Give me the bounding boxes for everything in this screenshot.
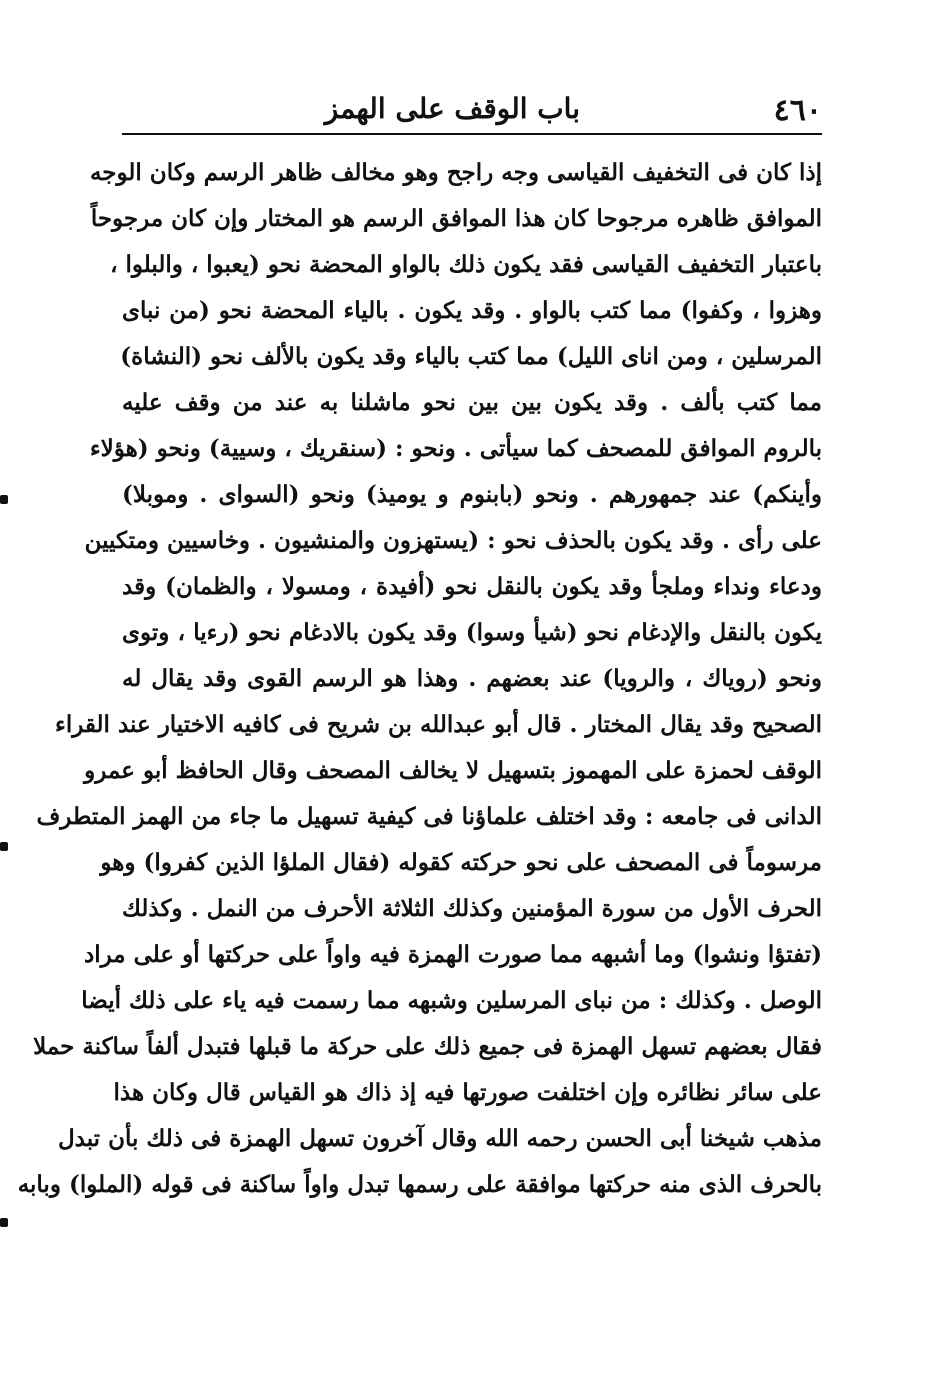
text-line: فقال بعضهم تسهل الهمزة فى جميع ذلك على حركة ما قبلها فتبدل ألفاً ساكنة حملا [33,1033,822,1060]
text-line: الوصل . وكذلك : من نباى المرسلين وشبهه مما رسمت فيه ياء على ذلك أيضا [81,987,822,1014]
text-line: يكون بالنقل والإدغام نحو (شيأ وسوا) وقد يكون بالادغام نحو (رءيا ، وتوى [122,619,822,646]
text-line: الوقف لحمزة على المهموز بتسهيل لا يخالف المصحف وقال الحافظ أبو عمرو [84,757,822,784]
text-line: (تفتؤا ونشوا) وما أشبهه مما صورت الهمزة فيه واواً على حركتها أو على مراد [83,941,822,968]
text-line: وهزوا ، وكفوا) مما كتب بالواو . وقد يكون . بالياء المحضة نحو (من نباى [122,297,822,324]
text-line: مما كتب بألف . وقد يكون بين بين نحو ماشلنا به عند من وقف عليه [122,389,822,416]
text-line: بالروم الموافق للمصحف كما سيأتى . ونحو : (سنقريك ، وسيية) ونحو (هؤلاء [89,435,822,462]
text-line: إذا كان فى التخفيف القياسى وجه راجح وهو مخالف ظاهر الرسم وكان الوجه [89,159,822,186]
page-header [122,84,822,134]
header-rule [122,133,822,135]
text-line: الحرف الأول من سورة المؤمنين وكذلك الثلاثة الأحرف من النمل . وكذلك [122,895,822,922]
text-line: مرسوماً فى المصحف على نحو حركته كقوله (فقال الملؤا الذين كفروا) وهو [100,849,822,876]
text-line: ودعاء ونداء وملجأ وقد يكون بالنقل نحو (أفيدة ، ومسولا ، والظمان) وقد [122,573,822,600]
margin-mark [0,842,8,851]
text-line: مذهب شيخنا أبى الحسن رحمه الله وقال آخرون تسهل الهمزة فى ذلك بأن تبدل [57,1125,822,1152]
text-line: باعتبار التخفيف القياسى فقد يكون ذلك بالواو المحضة نحو (يعبوا ، والبلوا ، [110,251,822,278]
text-line: بالحرف الذى منه حركتها موافقة على رسمها تبدل واواً ساكنة فى قوله (الملوا) وبابه [17,1171,822,1198]
margin-mark [0,495,8,504]
body-text [17,150,822,1208]
page-number: ٤٦٠ [773,93,822,128]
running-title: باب الوقف على الهمز [324,92,580,125]
text-line: على سائر نظائره وإن اختلفت صورتها فيه إذ ذاك هو القياس قال وكان هذا [113,1079,822,1106]
text-line: على رأى . وقد يكون بالحذف نحو : (يستهزون والمنشيون . وخاسيين ومتكيين [84,527,822,554]
margin-mark [0,1218,8,1227]
text-line: المرسلين ، ومن اناى الليل) مما كتب بالياء وقد يكون بالألف نحو (النشاة) [120,343,822,370]
text-line: وأينكم) عند جمهورهم . ونحو (بابنوم و يوميذ) ونحو (السواى . وموبلا) [122,481,822,508]
text-line: ونحو (روياك ، والرويا) عند بعضهم . وهذا هو الرسم القوى وقد يقال له [122,665,822,692]
text-line: الموافق ظاهره مرجوحا كان هذا الموافق الرسم هو المختار وإن كان مرجوحاً [90,205,822,232]
text-line: الدانى فى جامعه : وقد اختلف علماؤنا فى كيفية تسهيل ما جاء من الهمز المتطرف [36,803,822,830]
text-line: الصحيح وقد يقال المختار . قال أبو عبدالله بن شريح فى كافيه الاختيار عند القراء [55,711,822,738]
